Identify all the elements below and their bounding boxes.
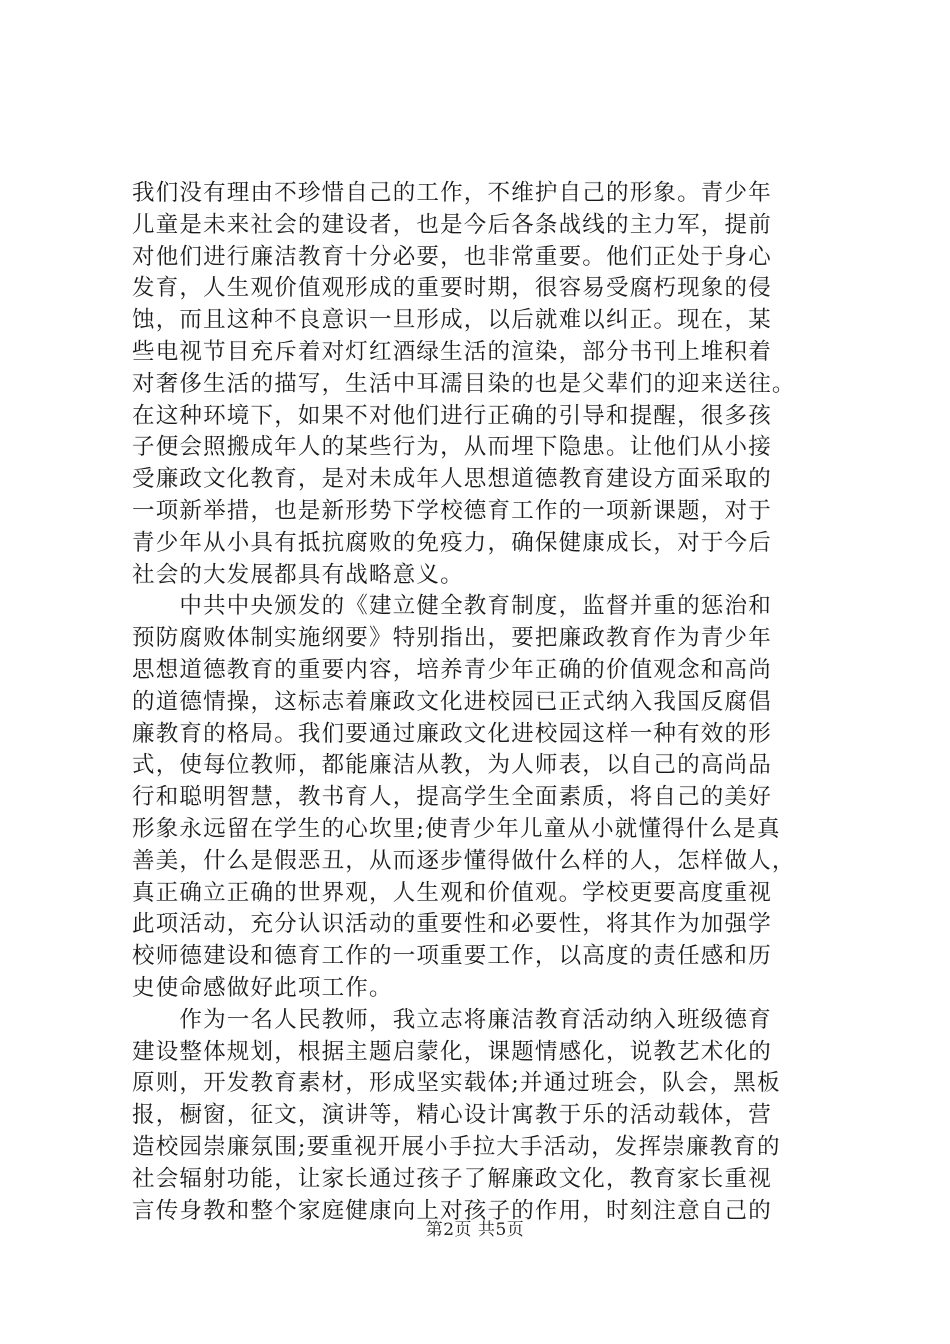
text-line: 在这种环境下，如果不对他们进行正确的引导和提醒，很多孩 [132,402,772,429]
text-line: 蚀，而且这种不良意识一旦形成，以后就难以纠正。现在，某 [132,307,772,334]
text-line: 预防腐败体制实施纲要》特别指出，要把廉政教育作为青少年 [132,625,772,652]
text-line: 思想道德教育的重要内容，培养青少年正确的价值观念和高尚 [132,656,772,683]
text-line: 受廉政文化教育，是对未成年人思想道德教育建设方面采取的 [132,466,772,493]
body-text [132,178,832,1227]
text-line: 史使命感做好此项工作。 [132,974,393,1001]
text-line: 行和聪明智慧，教书育人，提高学生全面素质，将自己的美好 [132,784,772,811]
text-line: 社会的大发展都具有战略意义。 [132,561,464,588]
text-line: 校师德建设和德育工作的一项重要工作，以高度的责任感和历 [132,943,772,970]
text-line: 我们没有理由不珍惜自己的工作，不维护自己的形象。青少年 [132,180,772,206]
text-line: 中共中央颁发的《建立健全教育制度，监督并重的惩治和 [132,593,772,620]
text-line: 的道德情操，这标志着廉政文化进校园已正式纳入我国反腐倡 [132,688,772,715]
text-line: 青少年从小具有抵抗腐败的免疫力，确保健康成长，对于今后 [132,529,772,556]
text-line: 一项新举措，也是新形势下学校德育工作的一项新课题，对于 [132,497,772,524]
text-line: 些电视节目充斥着对灯红酒绿生活的渲染，部分书刊上堆积着 [132,338,772,365]
text-line: 廉教育的格局。我们要通过廉政文化进校园这样一种有效的形 [132,720,772,747]
text-line: 此项活动，充分认识活动的重要性和必要性，将其作为加强学 [132,911,772,938]
text-line: 对他们进行廉洁教育十分必要，也非常重要。他们正处于身心 [132,243,772,270]
text-line: 原则，开发教育素材，形成坚实载体;并通过班会，队会，黑板 [132,1070,781,1097]
text-line: 真正确立正确的世界观，人生观和价值观。学校更要高度重视 [132,879,772,906]
text-line: 式，使每位教师，都能廉洁从教，为人师表，以自己的高尚品 [132,752,772,779]
text-line: 造校园崇廉氛围;要重视开展小手拉大手活动，发挥崇廉教育的 [132,1133,781,1160]
text-line: 言传身教和整个家庭健康向上对孩子的作用，时刻注意自己的 [132,1197,772,1224]
text-line: 子便会照搬成年人的某些行为，从而埋下隐患。让他们从小接 [132,434,772,461]
text-line: 建设整体规划，根据主题启蒙化，课题情感化，说教艺术化的 [132,1038,772,1065]
text-line: 儿童是未来社会的建设者，也是今后各条战线的主力军，提前 [132,211,772,238]
text-line: 对奢侈生活的描写，生活中耳濡目染的也是父辈们的迎来送往。 [132,370,796,397]
text-line: 报，橱窗，征文，演讲等，精心设计寓教于乐的活动载体，营 [132,1102,772,1129]
text-line: 作为一名人民教师，我立志将廉洁教育活动纳入班级德育 [132,1006,772,1033]
text-line: 善美，什么是假恶丑，从而逐步懂得做什么样的人，怎样做人， [132,847,796,874]
page-number-footer: 第2页 共5页 [425,1220,525,1240]
text-line: 社会辐射功能，让家长通过孩子了解廉政文化，教育家长重视 [132,1165,772,1192]
text-line: 发育，人生观价值观形成的重要时期，很容易受腐朽现象的侵 [132,275,772,302]
text-line: 形象永远留在学生的心坎里;使青少年儿童从小就懂得什么是真 [132,815,781,842]
